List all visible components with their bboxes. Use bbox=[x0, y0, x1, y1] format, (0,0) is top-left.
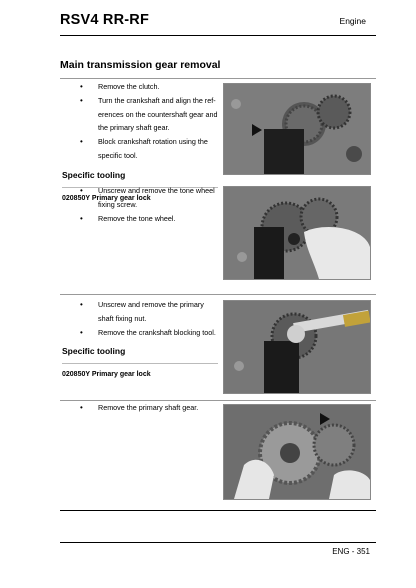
step-item: • Remove the clutch. bbox=[62, 80, 218, 94]
step-item: • Remove the primary shaft gear. bbox=[62, 401, 218, 415]
steps-block-3 bbox=[62, 298, 218, 382]
step-item: • Turn the crankshaft and align the ref-erences on the countershaft gear and the primary shaft gear. bbox=[62, 94, 218, 135]
separator-rule bbox=[60, 294, 376, 295]
photo-primary-shaft-gear-removal bbox=[223, 404, 371, 500]
step-item: • Unscrew and remove the primary shaft fixing nut. bbox=[62, 298, 218, 326]
header-rule bbox=[60, 35, 376, 36]
tooling-code: 020850Y Primary gear lock bbox=[62, 187, 218, 206]
section-label: Engine bbox=[339, 16, 366, 26]
steps-block-2 bbox=[62, 184, 218, 225]
section-rule bbox=[60, 78, 376, 79]
document-title: RSV4 RR-RF bbox=[60, 12, 150, 28]
step-item: • Remove the crankshaft blocking tool. bbox=[62, 326, 218, 340]
tooling-code: 020850Y Primary gear lock bbox=[62, 363, 218, 382]
step-item: • Block crankshaft rotation using the specific tool. bbox=[62, 135, 218, 163]
bottom-rule bbox=[60, 510, 376, 511]
page-number: ENG - 351 bbox=[332, 547, 370, 556]
tooling-heading: Specific tooling bbox=[62, 346, 126, 357]
footer-rule bbox=[60, 542, 376, 543]
tooling-heading: Specific tooling bbox=[62, 169, 126, 180]
step-item: • Remove the tone wheel. bbox=[62, 212, 218, 226]
photo-engine-gears-aligned bbox=[223, 83, 371, 175]
steps-block-4 bbox=[62, 401, 218, 415]
photo-primary-shaft-nut bbox=[223, 300, 371, 394]
photo-tone-wheel-removal bbox=[223, 186, 371, 280]
step-item: • Unscrew and remove the tone wheel fixing screw. bbox=[62, 184, 218, 212]
section-title: Main transmission gear removal bbox=[60, 59, 221, 71]
